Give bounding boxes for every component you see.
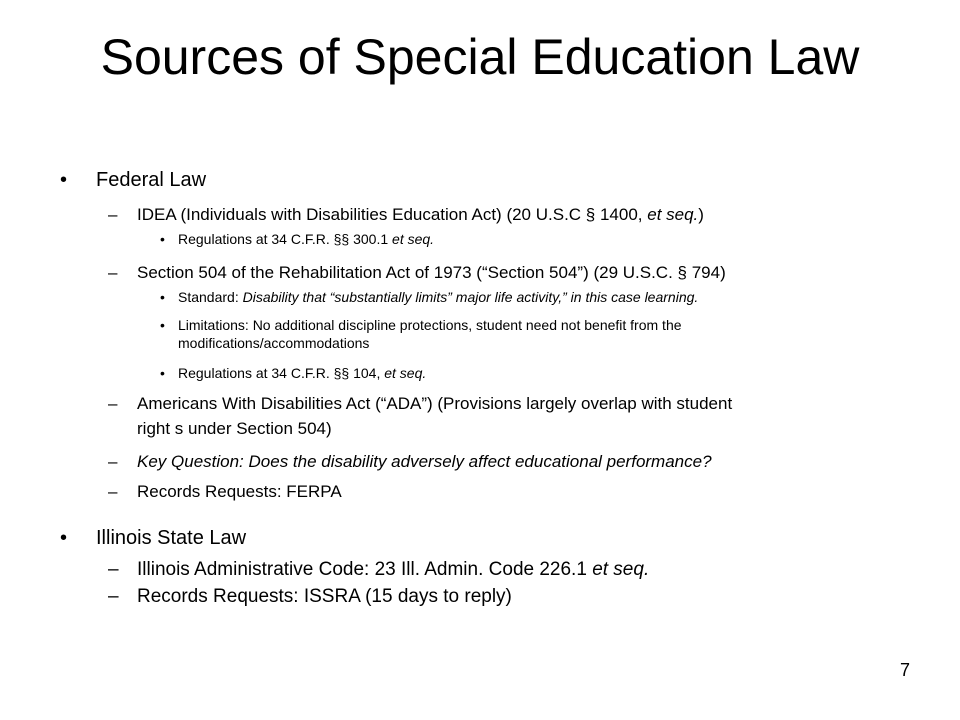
idea-regulations	[178, 231, 434, 248]
bullet-idea-regs: •	[160, 231, 165, 247]
dash-key-question: –	[108, 452, 118, 471]
section504-item: Section 504 of the Rehabilitation Act of 1973 (“Section 504”) (29 U.S.C. § 794)	[137, 263, 726, 282]
standard-label: Standard:	[178, 289, 243, 305]
idea-text: IDEA (Individuals with Disabilities Education Act) (20 U.S.C § 1400,	[137, 205, 648, 224]
idea-regs-text: Regulations at 34 C.F.R. §§ 300.1	[178, 231, 393, 247]
504-regs-text: Regulations at 34 C.F.R. §§ 104,	[178, 365, 385, 381]
idea-item	[137, 204, 704, 226]
bullet-illinois: •	[60, 527, 68, 549]
ada-line2: right s under Section 504)	[137, 419, 332, 438]
section504-limitations-line2: modifications/accommodations	[178, 335, 370, 351]
dash-admin-code: –	[108, 559, 119, 580]
bullet-standard: •	[160, 289, 165, 305]
idea-regs-et-seq: et seq.	[392, 231, 435, 247]
bullet-504-regs: •	[160, 365, 165, 381]
section504-limitations-line1: Limitations: No additional discipline protections, student need not benefit from the	[178, 317, 682, 333]
dash-section504: –	[108, 263, 118, 282]
dash-ada: –	[108, 394, 118, 413]
504-regs-et-seq: et seq.	[384, 365, 427, 381]
records-ferpa: Records Requests: FERPA	[137, 482, 342, 501]
admin-code-text: Illinois Administrative Code: 23 Ill. Admin. Code 226.1	[137, 559, 593, 580]
illinois-law-heading: Illinois State Law	[96, 527, 247, 549]
dash-idea: –	[108, 205, 118, 224]
bullet-federal: •	[60, 169, 68, 191]
standard-text: Disability that “substantially limits” major life activity,” in this case learning.	[242, 289, 699, 305]
section504-standard	[178, 289, 698, 306]
slide-title: Sources of Special Education Law	[100, 29, 860, 85]
key-question: Key Question: Does the disability adversely affect educational performance?	[137, 452, 712, 471]
ada-line1: Americans With Disabilities Act (“ADA”) (Provisions largely overlap with student	[137, 394, 733, 413]
idea-close: )	[698, 205, 704, 224]
page-number: 7	[899, 660, 910, 680]
records-issra: Records Requests: ISSRA (15 days to reply)	[137, 586, 512, 607]
dash-issra: –	[108, 586, 119, 607]
section504-regulations	[178, 365, 426, 382]
illinois-admin-code	[137, 558, 649, 582]
federal-law-heading: Federal Law	[96, 169, 207, 191]
admin-code-et-seq: et seq.	[592, 559, 650, 580]
bullet-limitations: •	[160, 317, 165, 333]
idea-et-seq: et seq.	[647, 205, 699, 224]
dash-ferpa: –	[108, 482, 118, 501]
